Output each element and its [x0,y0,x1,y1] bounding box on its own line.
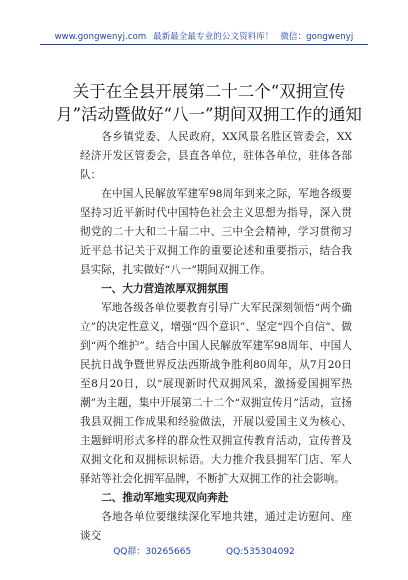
site-slogan: 最新最全最专业的公文资料库！ [153,32,274,42]
site-header [0,30,408,42]
qq-group: QQ群：30265665 [113,547,192,557]
section-2-heading: 二、推动军地实现双向奔赴 [101,492,229,504]
site-url[interactable]: www.gongwenyj.com [54,32,147,42]
document-title: 关于在全县开展第二十二个“双拥宣传月”活动暨做好“八一”期间双拥工作的通知 [56,82,362,124]
qq-number: QQ:535304092 [226,547,295,557]
header-divider [40,44,368,45]
section-1-paragraph: 军地各级各单位要教育引导广大军民深刻领悟“两个确立”的决定性意义，增强“四个意识”、坚定“四个自信”、做到“两个维护”。结合中国人民解放军建军98周年、中国人民抗日战争暨世界反法西斯战争胜利80周年，从7月20日至8月20日，以“展现新时代双拥风采，激扬爱国拥军热潮”为主题，集中开展第二十二个“双拥宣传月”活动，宣扬我县双拥工作成果和经验做法，开展以爱国主义为核心、主题鲜明形式多样的群众性双拥宣传教育活动，宣传普及双拥文化和双拥标识标语。大力推介我县拥军门店、军人驿站等社会化拥军品牌，不断扩大双拥工作的社会影响。 [80,302,352,485]
site-footer [0,544,408,557]
section-2-paragraph: 各地各单位要继续深化军地共建，通过走访慰问、座谈交 [80,511,352,542]
section-1-heading: 一、大力营造浓厚双拥氛围 [101,283,229,295]
wechat-id: 微信：gongwenyj [280,32,354,42]
salutation: 各乡镇党委、人民政府，XX风景名胜区管委会，XX经济开发区管委会，县直各单位，驻体各单位，驻体各部队： [80,131,352,181]
intro-paragraph: 在中国人民解放军建军98周年到来之际，军地各级要坚持习近平新时代中国特色社会主义思想为指导，深入贯彻党的二十大和二十届二中、三中全会精神，学习贯彻习近平总书记关于双拥工作的重要论述和重要指示，结合我县实际，扎实做好“八一”期间双拥工作。 [80,188,352,276]
document-body [80,128,352,546]
